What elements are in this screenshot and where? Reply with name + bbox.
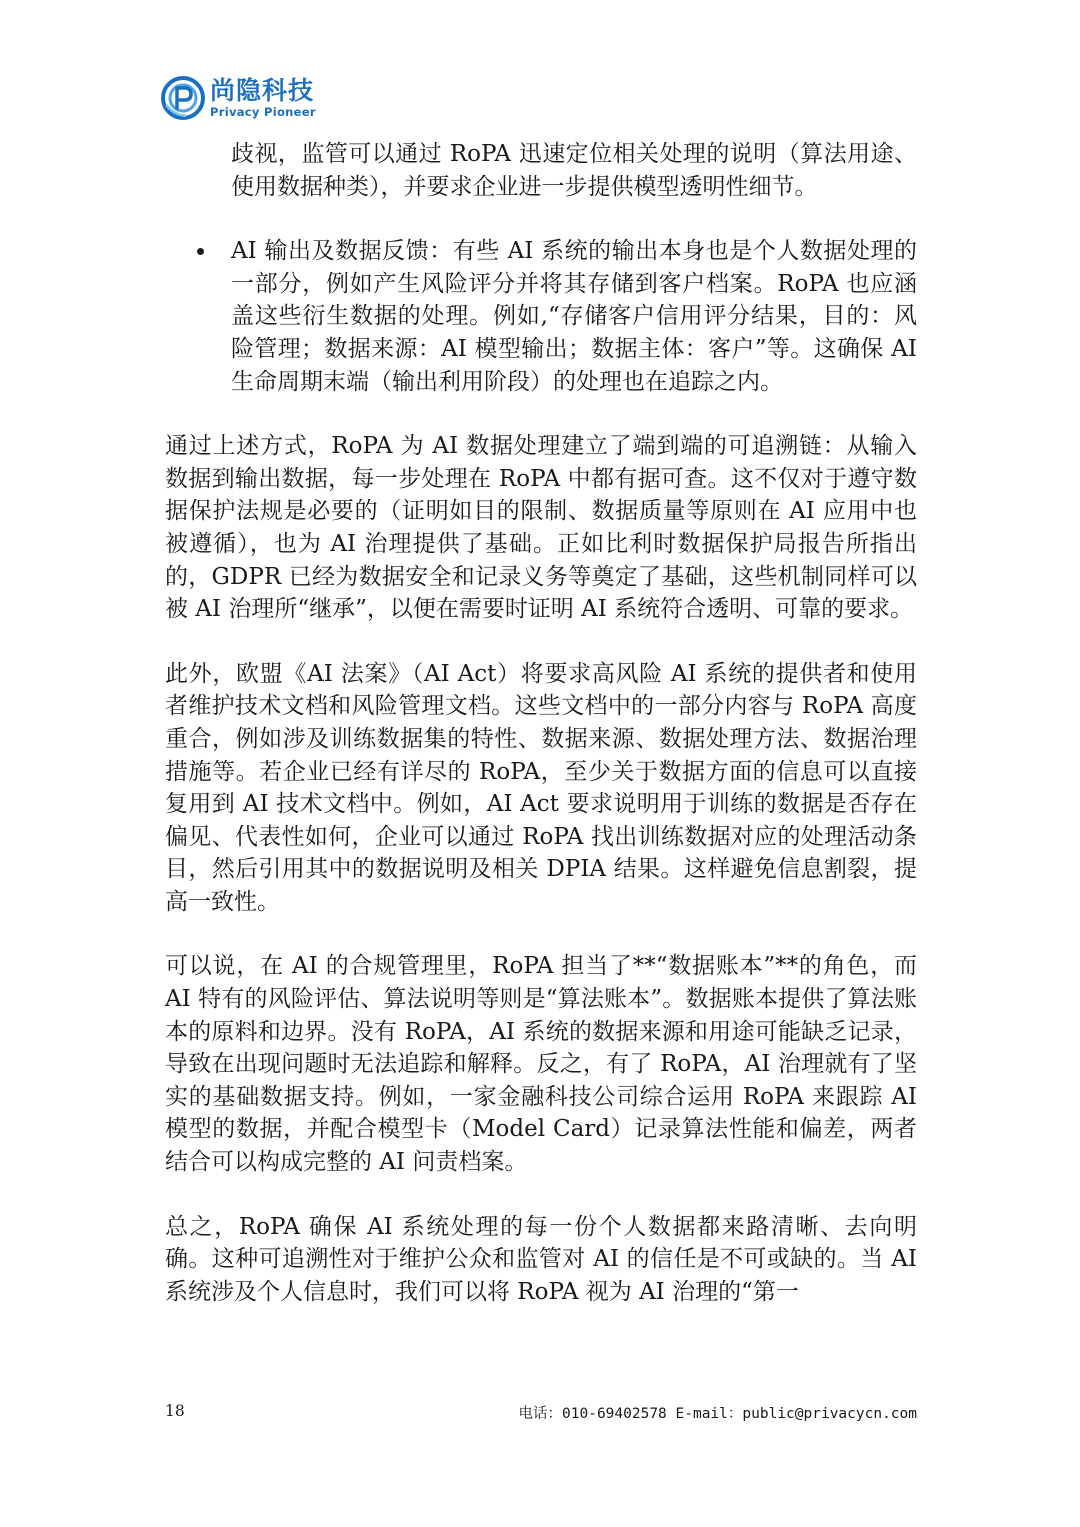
bullet-icon [197,248,204,255]
document-body [165,138,917,1340]
page-number: 18 [165,1402,185,1420]
company-logo [160,72,316,124]
logo-english-name: Privacy Pioneer [210,105,316,119]
paragraph: 总之，RoPA 确保 AI 系统处理的每一份个人数据都来路清晰、去向明确。这种可追溯性对于维护公众和监管对 AI 的信任是不可或缺的。当 AI 系统涉及个人信息时，我们可以将 RoPA 视为 AI 治理的“第一 [165,1213,917,1305]
bullet-text: AI 输出及数据反馈：有些 AI 系统的输出本身也是个人数据处理的一部分，例如产生风险评分并将其存储到客户档案。RoPA 也应涵盖这些衍生数据的处理。例如,“存储客户信用评分结果，目的：风险管理；数据来源：AI 模型输出；数据主体：客户”等。这确保 AI 生命周期末端（输出利用阶段）的处理也在追踪之内。 [231,238,917,395]
page-footer [165,1402,917,1423]
paragraph: 通过上述方式，RoPA 为 AI 数据处理建立了端到端的可追溯链：从输入数据到输出数据，每一步处理在 RoPA 中都有据可查。这不仅对于遵守数据保护法规是必要的（证明如目的限制、数据质量等原则在 AI 应用中也被遵循），也为 AI 治理提供了基础。正如比利时数据保护局报告所指出的，GDPR 已经为数据安全和记录义务等奠定了基础，这些机制同样可以被 AI 治理所“继承”，以便在需要时证明 AI 系统符合透明、可靠的要求。 [165,433,917,623]
logo-chinese-name: 尚隐科技 [210,76,315,105]
contact-info: 电话：010-69402578 E-mail：public@privacycn.com [518,1406,917,1422]
paragraph: 此外，欧盟《AI 法案》（AI Act）将要求高风险 AI 系统的提供者和使用者维护技术文档和风险管理文档。这些文档中的一部分内容与 RoPA 高度重合，例如涉及训练数据集的特性、数据来源、数据处理方法、数据治理措施等。若企业已经有详尽的 RoPA，至少关于数据方面的信息可以直接复用到 AI 技术文档中。例如，AI Act 要求说明用于训练的数据是否存在偏见、代表性如何，企业可以通过 RoPA 找出训练数据对应的处理活动条目，然后引用其中的数据说明及相关 DPIA 结果。这样避免信息割裂，提高一致性。 [165,660,917,915]
bullet-list-item [231,235,917,398]
paragraph: 可以说，在 AI 的合规管理里，RoPA 担当了**“数据账本”**的角色，而 AI 特有的风险评估、算法说明等则是“算法账本”。数据账本提供了算法账本的原料和边界。没有 RoPA，AI 系统的数据来源和用途可能缺乏记录，导致在出现问题时无法追踪和解释。反之，有了 RoPA，AI 治理就有了坚实的基础数据支持。例如，一家金融科技公司综合运用 RoPA 来跟踪 AI 模型的数据，并配合模型卡（Model Card）记录算法性能和偏差，两者结合可以构成完整的 AI 问责档案。 [165,953,917,1176]
continued-bullet-text: 歧视，监管可以通过 RoPA 迅速定位相关处理的说明（算法用途、使用数据种类），并要求企业进一步提供模型透明性细节。 [231,141,917,200]
privacy-pioneer-logo-icon [160,75,206,121]
